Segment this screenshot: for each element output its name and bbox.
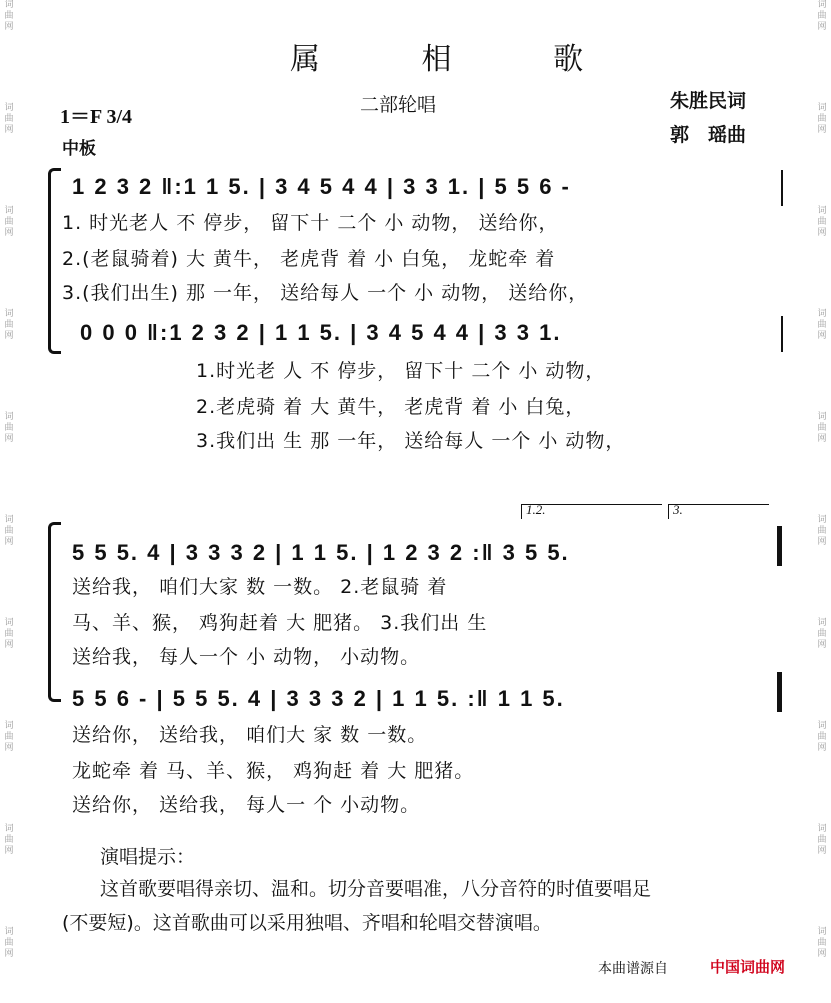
lyric-line: 马、羊、猴， 鸡狗赶着 大 肥猪。 3.我们出 生 xyxy=(72,612,488,634)
staff-lower-notes: 0 0 0 ‖:1 2 3 2 | 1 1 5. | 3 4 5 4 4 | 3 3 1. xyxy=(80,320,562,345)
volta-bracket-2: 3. xyxy=(668,504,769,519)
lyric-line: 送给你， 送给我， 每人一 个 小动物。 xyxy=(72,794,421,816)
watermark-right: 词 曲 网 词 曲 网 词 曲 网 词 曲 网 词 曲 网 词 曲 网 词 曲 网 词 曲 网 词 曲 网 词 曲 网 xyxy=(817,0,827,959)
lyric-line: 2.(老鼠骑着) 大 黄牛， 老虎背 着 小 白兔， 龙蛇牵 着 xyxy=(62,248,556,270)
tempo-mark: 中板 xyxy=(62,139,96,159)
volta-bracket-1: 1.2. xyxy=(521,504,662,519)
lyric-line: 2.老虎骑 着 大 黄牛， 老虎背 着 小 白兔， xyxy=(196,396,586,418)
source-label: 本曲谱源自 xyxy=(598,961,668,977)
staff-upper-notes: 1 2 3 2 ‖:1 1 5. | 3 4 5 4 4 | 3 3 1. | 5 5 6 - xyxy=(72,174,571,199)
staff-upper-notes: 5 5 5. 4 | 3 3 3 2 | 1 1 5. | 1 2 3 2 :‖ 3 5 5. xyxy=(72,540,570,565)
lyric-line: 送给你， 送给我， 咱们大 家 数 一数。 xyxy=(72,724,428,746)
key-signature: 1＝F 3/4 xyxy=(60,106,133,128)
song-title: 属 相 歌 xyxy=(290,42,630,77)
tips-text: 这首歌要唱得亲切、温和。切分音要唱准，八分音符的时值要唱足 xyxy=(100,878,652,900)
system-brace xyxy=(48,168,61,354)
staff-lower-notes: 5 5 6 - | 5 5 5. 4 | 3 3 3 2 | 1 1 5. :‖ 1 1 5. xyxy=(72,686,565,711)
composer: 郭 瑶曲 xyxy=(670,124,747,146)
lyric-line: 3.(我们出生) 那 一年， 送给每人 一个 小 动物， 送给你， xyxy=(62,282,589,304)
barline xyxy=(781,316,783,352)
song-subtitle: 二部轮唱 xyxy=(360,94,437,116)
lyric-line: 送给我， 每人一个 小 动物， 小动物。 xyxy=(72,646,421,668)
tips-text: (不要短)。这首歌曲可以采用独唱、齐唱和轮唱交替演唱。 xyxy=(62,912,552,934)
tips-heading: 演唱提示： xyxy=(100,846,196,868)
watermark-left: 词 曲 网 词 曲 网 词 曲 网 词 曲 网 词 曲 网 词 曲 网 词 曲 网 词 曲 网 词 曲 网 词 曲 网 xyxy=(4,0,14,959)
final-barline xyxy=(777,672,782,712)
lyricist: 朱胜民词 xyxy=(670,90,747,112)
lyric-line: 龙蛇牵 着 马、羊、猴， 鸡狗赶 着 大 肥猪。 xyxy=(72,760,475,782)
barline xyxy=(781,170,783,206)
lyric-line: 1.时光老 人 不 停步， 留下十 二个 小 动物， xyxy=(196,360,606,382)
final-barline xyxy=(777,526,782,566)
system-brace xyxy=(48,522,61,702)
lyric-line: 3.我们出 生 那 一年， 送给每人 一个 小 动物， xyxy=(196,430,626,452)
source-site-link[interactable]: 中国词曲网 xyxy=(710,958,786,976)
lyric-line: 1. 时光老人 不 停步， 留下十 二个 小 动物， 送给你， xyxy=(62,212,559,234)
lyric-line: 送给我， 咱们大家 数 一数。 2.老鼠骑 着 xyxy=(72,576,448,598)
